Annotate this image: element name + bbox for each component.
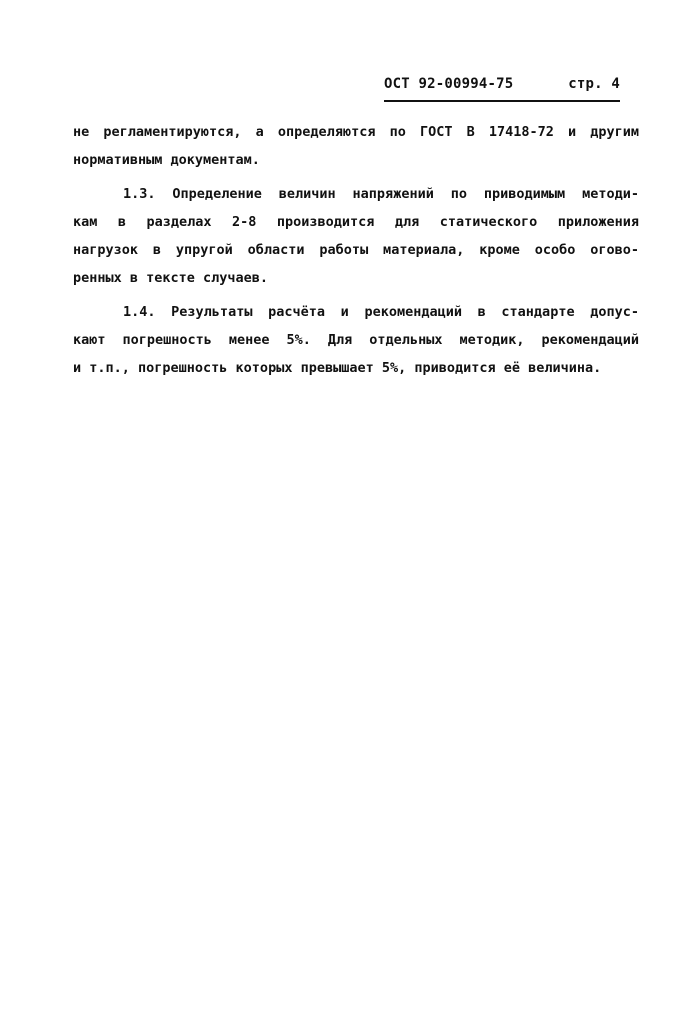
text-line: и т.п., погрешность которых превышает 5%, приводится её величина.	[73, 360, 602, 376]
text-line: кам в разделах 2-8 производится для статического приложения	[73, 214, 639, 230]
text-line: 1.4. Результаты расчёта и рекомендаций в стандарте допус-	[123, 304, 639, 320]
paragraph-1-3	[73, 180, 639, 292]
text-line: нормативным документам.	[73, 152, 260, 168]
text-line: ренных в тексте случаев.	[73, 270, 269, 286]
document-code: ОСТ 92-00994-75	[384, 76, 514, 92]
page-number: стр. 4	[568, 76, 620, 92]
paragraph-continuation	[73, 118, 639, 174]
text-line: не регламентируются, а определяются по ГОСТ В 17418-72 и другим	[73, 124, 639, 140]
text-line: кают погрешность менее 5%. Для отдельных методик, рекомендаций	[73, 332, 639, 348]
body-text	[73, 118, 639, 382]
text-line: 1.3. Определение величин напряжений по приводимым методи-	[123, 186, 639, 202]
paragraph-1-4	[73, 298, 639, 382]
page-header	[384, 76, 620, 102]
text-line: нагрузок в упругой области работы материала, кроме особо огово-	[73, 242, 639, 258]
